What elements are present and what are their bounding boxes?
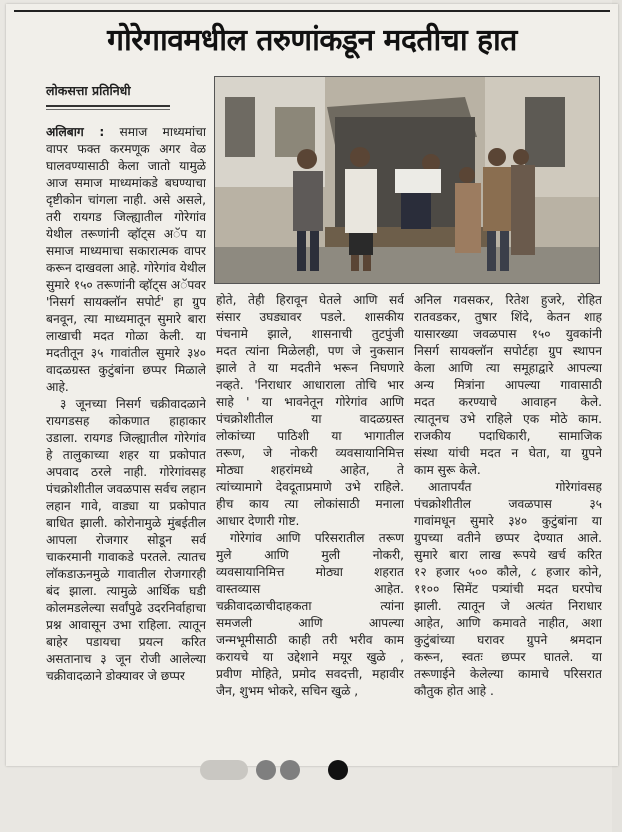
article-line: तरी रायगड जिल्ह्यातील गोरेगांव (46, 210, 206, 224)
article-line: हे तालुकाच्या शहर या प्रकोपात (46, 448, 206, 462)
article-line: आधार देणारी गोष्ट. (216, 514, 300, 528)
article-line: करून, स्वतः छप्पर घातले. या (414, 650, 602, 664)
article-line: आहेत, आणि कमावते नाहीत, अशा (414, 616, 602, 630)
article-line: काम सुरू केले. (414, 463, 481, 477)
article-line: प्रश्न आवासून उभा राहिला. त्यातून (46, 618, 206, 632)
carousel-dot[interactable] (328, 760, 348, 780)
article-line: १२ हजार ५०० कौले, ८ हजार कोने, (414, 565, 602, 579)
article-line: संस्था यांची मदत न घेता, या ग्रुपने (414, 446, 602, 460)
article-line: वादळग्रस्त कुटुंबांना छप्पर मिळाले (46, 363, 206, 377)
article-line: रायगडसह कोकणात हाहाकार (46, 414, 206, 428)
article-line: मदतीतून ३५ गावांतील सुमारे ३४० (46, 346, 206, 360)
article-line: सुमारे १५० तरूणांनी व्हॉट्स अॅपवर (46, 278, 206, 292)
article-line: बाधित झाली. कोरोनामुळे मुंबईतील (46, 516, 206, 530)
article-line: कौतुक होत आहे . (414, 684, 494, 698)
article-line: करायचे या उद्देशाने मयूर खुळे , (216, 650, 404, 664)
article-line: बंद झाला. त्यामुळे आर्थिक घडी (46, 584, 206, 598)
article-line: दृष्टीकोन चांगला नाही. असे असले, (46, 193, 206, 207)
headline: गोरेगावमधील तरुणांकडून मदतीचा हात (107, 23, 517, 58)
article-line: लहान गावे, वाड्या या प्रकोपात (46, 499, 206, 513)
article-line: बाहेर पडायचा प्रयत्न करित (46, 635, 206, 649)
article-line: ग्रुपच्या वतीने छप्पर देण्यात आले. (414, 531, 602, 545)
article-line: गोरेगांव आणि परिसरातील तरूण (230, 531, 404, 545)
article-line: नव्हते. 'निराधार आधाराला तोचि भार (216, 378, 404, 392)
article-line: अनिल गवसकर, रितेश हुजरे, रोहित (414, 293, 602, 307)
article-line: मुले आणि मुली नोकरी, (216, 548, 404, 562)
article-line: आहे. (46, 380, 69, 394)
byline-rule (46, 105, 170, 107)
article-line: उडाला. रायगड जिल्ह्यातील गोरेगांव (46, 431, 206, 445)
article-line: अपवाद ठरले नाही. गोरेगांवसह (46, 465, 206, 479)
article-line: यासारख्या जवळपास १५० युवकांनी (414, 327, 602, 341)
article-line: असतानाच ३ जून रोजी आलेल्या (46, 652, 206, 666)
article-line: वापर फक्त करमणूक अगर वेळ (46, 142, 206, 156)
article-line: येथील तरूणांनी व्हॉट्स अॅप या (46, 227, 206, 241)
article-line: लॉकडाऊनमुळे गावातील रोजगारही (46, 567, 206, 581)
article-line: ११०० सिमेंट पत्र्यांची मदत घरपोच (414, 582, 602, 596)
article-line: जन्मभूमीसाठी काही तरी भरीव काम (216, 633, 404, 647)
carousel-dot[interactable] (280, 760, 300, 780)
article-line: चक्रीवादळाने डोक्यावर जे छप्पर (46, 669, 185, 683)
article-line: पंचक्रोशीतील या वादळग्रस्त (216, 412, 404, 426)
article-line: लाखाची मदत गोळा केली. या (46, 329, 206, 343)
article-line: निसर्ग सायक्लॉन सपोर्टहा ग्रुप स्थापन (414, 344, 602, 358)
top-rule (14, 10, 610, 12)
article-line: झाले ते या मदतीने भरून निघणारे (216, 361, 404, 375)
article-line: त्यांच्यामागे देवदूताप्रमाणे उभे राहिले. (216, 480, 404, 494)
article-line: वास्तव्यास आहेत. (216, 582, 404, 596)
article-column-2 (216, 292, 404, 700)
article-line: पंचनामे झाले, शासनाची तुटपुंजी (216, 327, 404, 341)
article-line: तरूण, जे नोकरी व्यवसायानिमित्त (216, 446, 404, 460)
article-line: समाज माध्यमाचा सकारात्मक वापर (46, 244, 206, 258)
carousel-dot[interactable] (256, 760, 276, 780)
carousel-indicator (200, 760, 400, 784)
article-column-1 (46, 124, 206, 685)
byline-rule-thin (46, 109, 170, 110)
article-line: करून दाखवला आहे. गोरेगांव येथील (46, 261, 206, 275)
article-line: व्यवसायानिमित्त मोठ्या शहरात (216, 565, 404, 579)
article-line: पंचक्रोशीतील जवळपास ३५ (414, 497, 602, 511)
carousel-dot[interactable] (200, 760, 248, 780)
byline: लोकसत्ता प्रतिनिधी (46, 83, 131, 98)
article-line: आज समाज माध्यमांकडे बघण्याचा (46, 176, 206, 190)
article-line: समजली आणि आपल्या (216, 616, 404, 630)
article-photo (214, 76, 600, 284)
article-line: मदत त्यांना मिळेलही, पण जे नुकसान (216, 344, 404, 358)
article-line: रातवडकर, तुषार शिंदे, केतन शाह (414, 310, 602, 324)
article-column-3 (414, 292, 602, 700)
dateline: अलिबाग : (46, 125, 105, 139)
article-line: सुमारे बारा लाख रूपये खर्च करित (414, 548, 602, 562)
article-line: प्रवीण मोहिते, प्रमोद सवदत्ती, महावीर (216, 667, 404, 681)
article-line: ३ जूनच्या निसर्ग चक्रीवादळाने (60, 397, 206, 411)
article-line: पंचक्रोशीतील जवळपास सर्वच लहान (46, 482, 206, 496)
article-line: कुटुंबांच्या घरावर ग्रुपने श्रमदान (414, 633, 602, 647)
article-line: राजकीय पदाधिकारी, सामाजिक (414, 429, 602, 443)
article-line: संसार उघड्यावर पडले. शासकीय (216, 310, 404, 324)
article-line: हीच काय त्या लोकांसाठी मनाला (216, 497, 404, 511)
article-line: चक्रीवादळाचीदाहकता त्यांना (216, 599, 404, 613)
article-line: आतापर्यंत गोरेगांवसह (428, 480, 602, 494)
article-line: 'निसर्ग सायक्लॉन सपोर्ट' हा ग्रुप (46, 295, 206, 309)
article-line: बनवून, त्या माध्यमातून सुमारे बारा (46, 312, 206, 326)
article-line: केला आणि त्या समूहाद्वारे आपल्या (414, 361, 602, 375)
article-line: घालवण्यासाठी केला जातो यामुळे (46, 159, 206, 173)
article-line: कोलमडलेल्या सर्वांपुढे उदरनिर्वाहाचा (46, 601, 206, 615)
article-line: मोठ्या शहरांमध्ये आहेत, ते (216, 463, 404, 477)
photo-illustration (215, 77, 599, 283)
article-line: लोकांच्या पाठिशी या भागातील (216, 429, 404, 443)
article-line: तरूणाईने केलेल्या कामाचे परिसरात (414, 667, 602, 681)
article-line: अन्य मित्रांना आपल्या गावासाठी (414, 378, 602, 392)
article-line: त्यातूनच उभे राहिले एक मोठे काम. (414, 412, 602, 426)
article-line-text: समाज माध्यमांचा (104, 125, 206, 139)
article-line: साहे ' या भावनेतून गोरेगांव आणि (216, 395, 404, 409)
article-line: गावांमधून सुमारे ३४० कुटुंबांना या (414, 514, 602, 528)
article-line: झाली. त्यातून जे अत्यंत निराधार (414, 599, 602, 613)
article-line (46, 124, 206, 141)
article-line: जैन, शुभम भोकरे, सचिन खुळे , (216, 684, 359, 698)
article-line: होते, तेही हिरावून घेतले आणि सर्व (216, 293, 404, 307)
article-line: आपला रोजगार सोडून सर्व (46, 533, 206, 547)
article-line: मदत करण्याचे आवाहन केले. (414, 395, 602, 409)
article-line: चाकरमानी गावाकडे परतले. त्यातच (46, 550, 206, 564)
